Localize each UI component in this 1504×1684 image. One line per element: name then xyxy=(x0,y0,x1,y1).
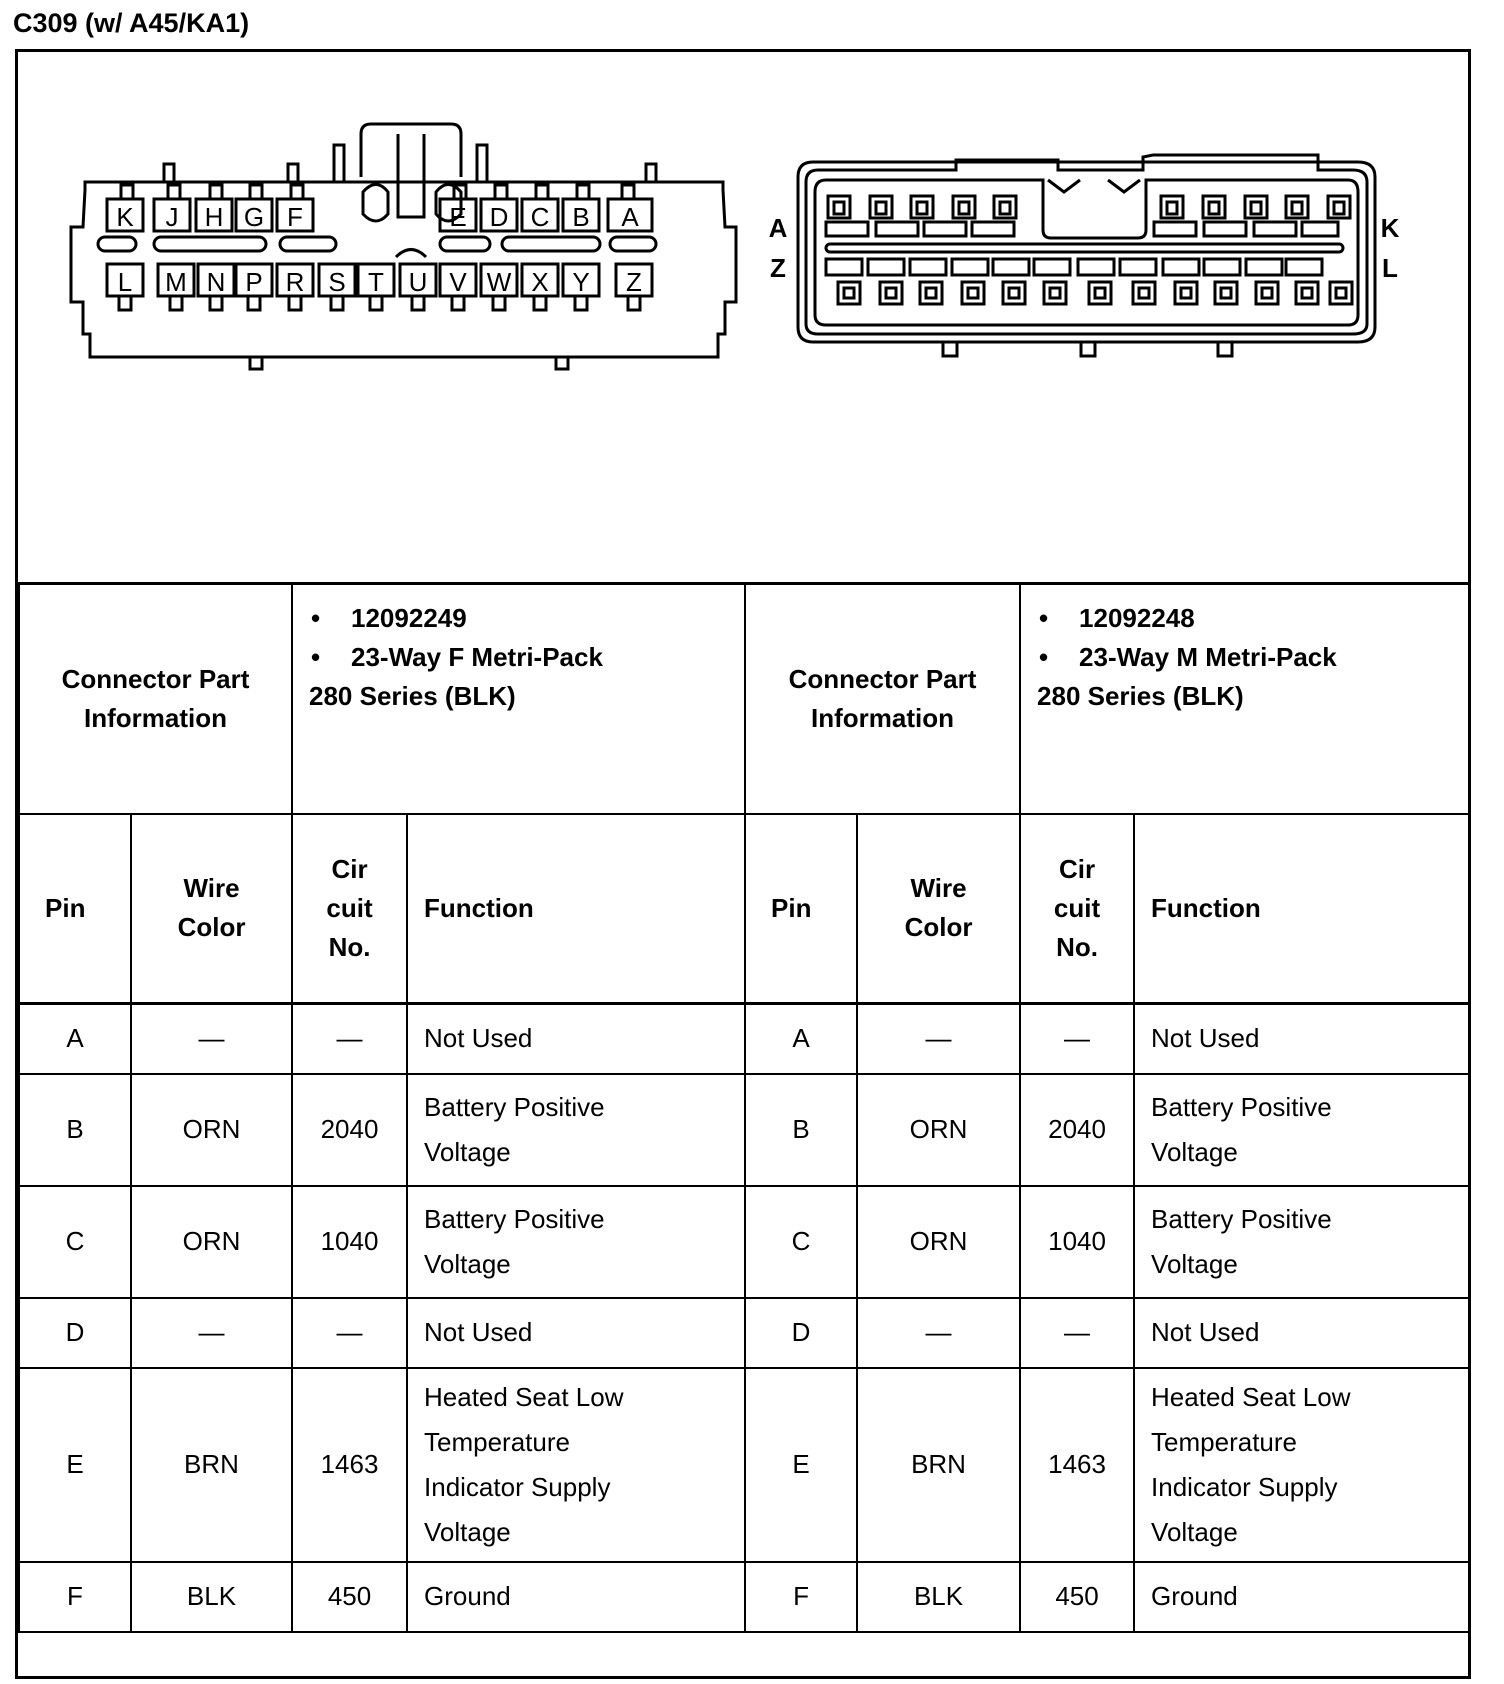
function-line: Voltage xyxy=(1151,1136,1238,1167)
pin-cell-left: F xyxy=(19,1562,131,1632)
svg-text:G: G xyxy=(243,202,265,232)
circuit-cell-right: 1040 xyxy=(1020,1186,1134,1298)
svg-text:V: V xyxy=(449,267,467,297)
female-bottom-terminal-P xyxy=(236,264,272,310)
wire-color-cell-right: — xyxy=(857,1004,1020,1074)
wire-color-cell-left: BLK xyxy=(131,1562,292,1632)
function-cell-left xyxy=(407,1368,745,1562)
svg-text:K: K xyxy=(116,202,134,232)
function-line: Heated Seat Low xyxy=(1151,1381,1351,1412)
circuit-cell-left: — xyxy=(292,1298,407,1368)
function-line: Indicator Supply xyxy=(424,1471,611,1502)
pin-cell-left: E xyxy=(19,1368,131,1562)
header-wire-color-right: Wire Color xyxy=(857,814,1020,1004)
svg-text:X: X xyxy=(531,267,549,297)
function-cell-right xyxy=(1134,1298,1469,1368)
function-line: Battery Positive xyxy=(424,1091,605,1122)
function-cell-right xyxy=(1134,1368,1469,1562)
female-bottom-terminal-W xyxy=(481,264,517,310)
pin-cell-left: A xyxy=(19,1004,131,1074)
circuit-cell-right: 1463 xyxy=(1020,1368,1134,1562)
svg-text:Y: Y xyxy=(572,267,590,297)
function-line: Temperature xyxy=(1151,1426,1297,1457)
svg-text:R: R xyxy=(285,267,305,297)
svg-text:C: C xyxy=(530,202,550,232)
circuit-cell-left: 1040 xyxy=(292,1186,407,1298)
function-cell-right xyxy=(1134,1562,1469,1632)
female-connector-face xyxy=(71,124,736,369)
function-cell-right xyxy=(1134,1074,1469,1186)
female-bottom-terminal-T xyxy=(358,264,394,310)
connector-info-row xyxy=(19,584,1469,814)
female-bottom-terminal-U xyxy=(400,264,436,310)
female-top-terminal-H xyxy=(196,185,232,232)
female-bottom-terminal-M xyxy=(158,264,194,310)
female-bottom-terminal-N xyxy=(198,264,234,310)
header-circuit: Cir cuit No. xyxy=(292,814,407,1004)
male-side-label-a: A xyxy=(768,213,788,243)
female-bottom-terminal-Z xyxy=(616,264,652,310)
connector-info-label-right: Connector Part Information xyxy=(745,584,1020,814)
function-line: Voltage xyxy=(1151,1248,1238,1279)
male-connector-face xyxy=(798,155,1375,356)
header-pin-right: Pin xyxy=(745,814,857,1004)
female-bottom-terminal-X xyxy=(522,264,558,310)
circuit-cell-left: 2040 xyxy=(292,1074,407,1186)
function-line: Not Used xyxy=(424,1023,533,1054)
male-side-label-z: Z xyxy=(770,253,786,283)
svg-text:N: N xyxy=(206,267,226,297)
function-cell-right xyxy=(1134,1186,1469,1298)
table-row xyxy=(19,1186,1469,1298)
svg-text:Z: Z xyxy=(626,267,642,297)
header-wire-color: Wire Color xyxy=(131,814,292,1004)
header-function-right: Function xyxy=(1134,814,1469,1004)
female-bottom-terminal-Y xyxy=(563,264,599,310)
wire-color-cell-right: BLK xyxy=(857,1562,1020,1632)
wire-color-cell-right: BRN xyxy=(857,1368,1020,1562)
function-line: Battery Positive xyxy=(424,1203,605,1234)
connector-info-label-left: Connector Part Information xyxy=(19,584,292,814)
svg-text:T: T xyxy=(368,267,384,297)
pin-cell-left: C xyxy=(19,1186,131,1298)
circuit-cell-right: — xyxy=(1020,1298,1134,1368)
connector-diagram xyxy=(18,52,1468,582)
function-cell-left xyxy=(407,1298,745,1368)
female-top-terminal-F xyxy=(277,185,313,232)
table-header-row xyxy=(19,814,1469,1004)
male-side-label-k: K xyxy=(1380,213,1400,243)
header-pin: Pin xyxy=(19,814,131,1004)
function-line: Voltage xyxy=(424,1248,511,1279)
function-line: Ground xyxy=(424,1581,511,1611)
function-cell-left xyxy=(407,1186,745,1298)
pin-cell-right: F xyxy=(745,1562,857,1632)
wire-color-cell-right: ORN xyxy=(857,1074,1020,1186)
female-top-terminal-C xyxy=(522,185,558,232)
function-line: Voltage xyxy=(424,1516,511,1547)
connector-info-value-left: • 12092249 • 23-Way F Metri-Pack 280 Series (BLK) xyxy=(292,584,745,814)
connector-sheet xyxy=(15,49,1471,1679)
svg-text:W: W xyxy=(486,267,512,297)
table-row xyxy=(19,1298,1469,1368)
function-line: Not Used xyxy=(1151,1317,1260,1347)
svg-text:J: J xyxy=(165,202,179,232)
female-top-terminal-D xyxy=(481,185,517,232)
function-cell-left xyxy=(407,1562,745,1632)
svg-text:S: S xyxy=(328,267,346,297)
svg-text:L: L xyxy=(117,267,133,297)
function-line: Battery Positive xyxy=(1151,1203,1332,1234)
table-row xyxy=(19,1004,1469,1074)
svg-text:H: H xyxy=(204,202,224,232)
female-bottom-terminal-L xyxy=(107,264,143,310)
wire-color-cell-right: ORN xyxy=(857,1186,1020,1298)
header-circuit-right: Cir cuit No. xyxy=(1020,814,1134,1004)
function-line: Ground xyxy=(1151,1581,1238,1611)
function-line: Voltage xyxy=(424,1136,511,1167)
wire-color-cell-left: — xyxy=(131,1004,292,1074)
svg-text:A: A xyxy=(621,202,639,232)
function-line: Indicator Supply xyxy=(1151,1471,1338,1502)
svg-text:E: E xyxy=(449,202,467,232)
table-row xyxy=(19,1562,1469,1632)
function-cell-left xyxy=(407,1074,745,1186)
function-line: Heated Seat Low xyxy=(424,1381,624,1412)
pin-cell-right: A xyxy=(745,1004,857,1074)
female-bottom-terminal-R xyxy=(277,264,313,310)
wire-color-cell-left: ORN xyxy=(131,1186,292,1298)
svg-text:F: F xyxy=(287,202,303,232)
svg-text:U: U xyxy=(408,267,428,297)
pin-cell-right: B xyxy=(745,1074,857,1186)
wire-color-cell-left: ORN xyxy=(131,1074,292,1186)
circuit-cell-left: — xyxy=(292,1004,407,1074)
female-top-terminal-B xyxy=(563,185,599,232)
connector-info-value-right: • 12092248 • 23-Way M Metri-Pack 280 Series (BLK) xyxy=(1020,584,1469,814)
circuit-cell-left: 1463 xyxy=(292,1368,407,1562)
svg-text:M: M xyxy=(165,267,187,297)
female-top-terminal-A xyxy=(608,185,652,232)
female-bottom-terminal-V xyxy=(440,264,476,310)
circuit-cell-right: — xyxy=(1020,1004,1134,1074)
table-row xyxy=(19,1368,1469,1562)
function-cell-right xyxy=(1134,1004,1469,1074)
male-side-label-l: L xyxy=(1382,253,1398,283)
svg-text:D: D xyxy=(489,202,509,232)
female-top-terminal-K xyxy=(107,185,143,232)
female-top-terminal-G xyxy=(236,185,272,232)
function-line: Voltage xyxy=(1151,1516,1238,1547)
circuit-cell-right: 450 xyxy=(1020,1562,1134,1632)
function-line: Not Used xyxy=(1151,1023,1260,1054)
svg-text:P: P xyxy=(245,267,263,297)
function-cell-left xyxy=(407,1004,745,1074)
function-line: Temperature xyxy=(424,1426,570,1457)
pinout-table xyxy=(18,582,1470,1633)
wire-color-cell-right: — xyxy=(857,1298,1020,1368)
wire-color-cell-left: — xyxy=(131,1298,292,1368)
pin-cell-right: C xyxy=(745,1186,857,1298)
page-title: C309 (w/ A45/KA1) xyxy=(13,8,250,38)
svg-text:B: B xyxy=(572,202,590,232)
wire-color-cell-left: BRN xyxy=(131,1368,292,1562)
pin-cell-right: E xyxy=(745,1368,857,1562)
pin-cell-right: D xyxy=(745,1298,857,1368)
table-row xyxy=(19,1074,1469,1186)
circuit-cell-right: 2040 xyxy=(1020,1074,1134,1186)
header-function: Function xyxy=(407,814,745,1004)
function-line: Not Used xyxy=(424,1317,533,1347)
female-top-terminal-E xyxy=(440,185,476,232)
function-line: Battery Positive xyxy=(1151,1091,1332,1122)
pin-cell-left: B xyxy=(19,1074,131,1186)
circuit-cell-left: 450 xyxy=(292,1562,407,1632)
female-bottom-terminal-S xyxy=(319,264,355,310)
pin-cell-left: D xyxy=(19,1298,131,1368)
female-top-terminal-J xyxy=(154,185,190,232)
